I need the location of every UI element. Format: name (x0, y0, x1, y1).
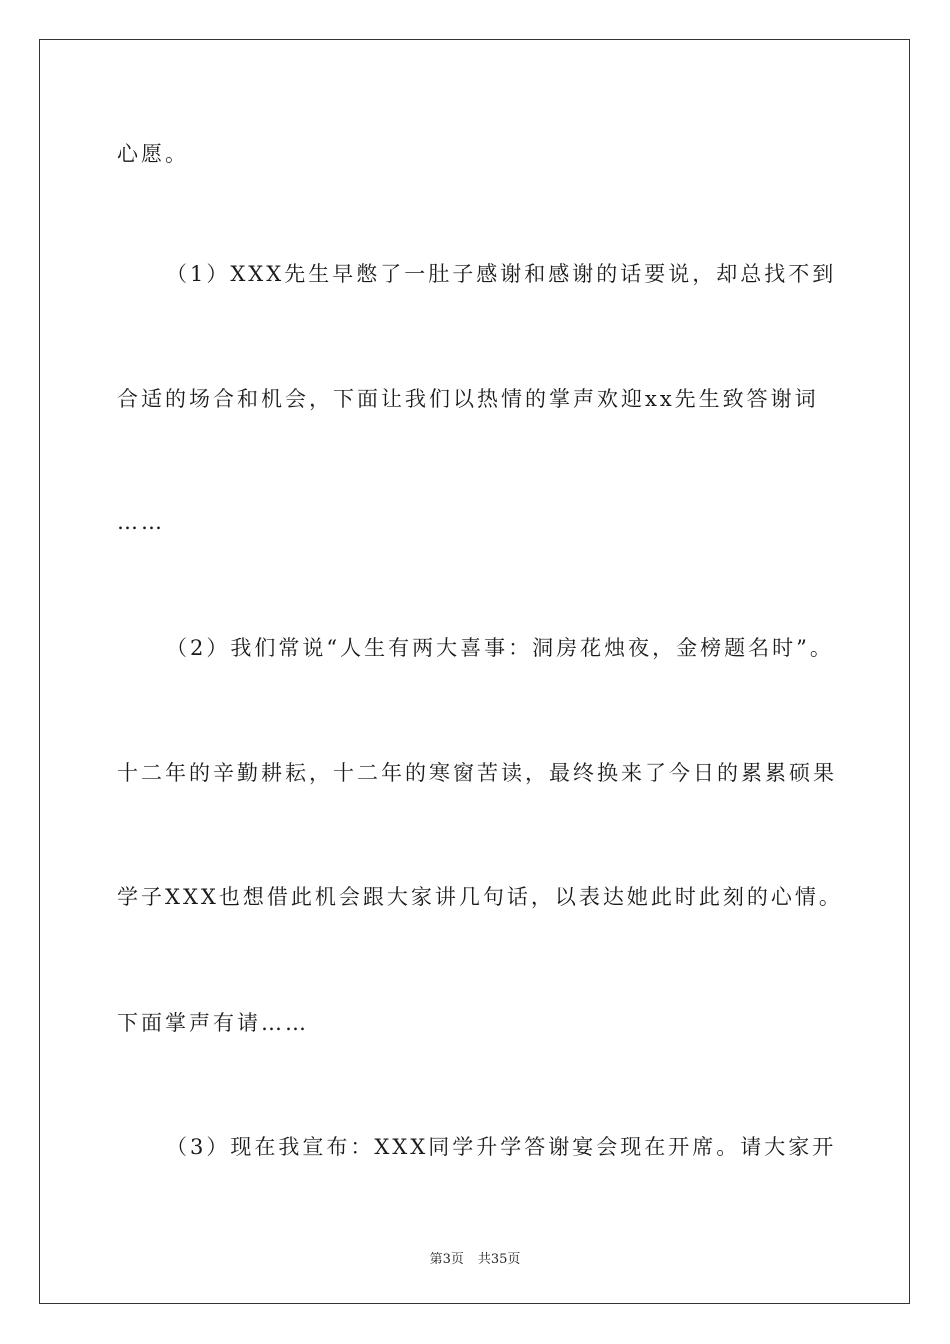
text-line-5: （2）我们常说“人生有两大喜事：洞房花烛夜，金榜题名时”。 (166, 636, 834, 660)
page-frame (39, 39, 910, 1304)
text-line-1: 心愿。 (117, 142, 189, 166)
text-line-3: 合适的场合和机会，下面让我们以热情的掌声欢迎xx先生致答谢词 (117, 387, 819, 411)
page-total: 共35页 (477, 1252, 521, 1267)
text-line-9: （3）现在我宣布：XXX同学升学答谢宴会现在开席。请大家开 (166, 1135, 837, 1159)
text-line-6: 十二年的辛勤耕耘，十二年的寒窗苦读，最终换来了今日的累累硕果 (117, 761, 837, 785)
text-line-4: …… (117, 510, 165, 534)
page-number: 第3页 (429, 1252, 464, 1267)
text-line-8: 下面掌声有请…… (117, 1011, 309, 1035)
text-line-2: （1）XXX先生早憋了一肚子感谢和感谢的话要说，却总找不到 (166, 262, 837, 286)
page-footer (0, 1248, 950, 1267)
text-line-7: 学子XXX也想借此机会跟大家讲几句话，以表达她此时此刻的心情。 (117, 885, 843, 909)
